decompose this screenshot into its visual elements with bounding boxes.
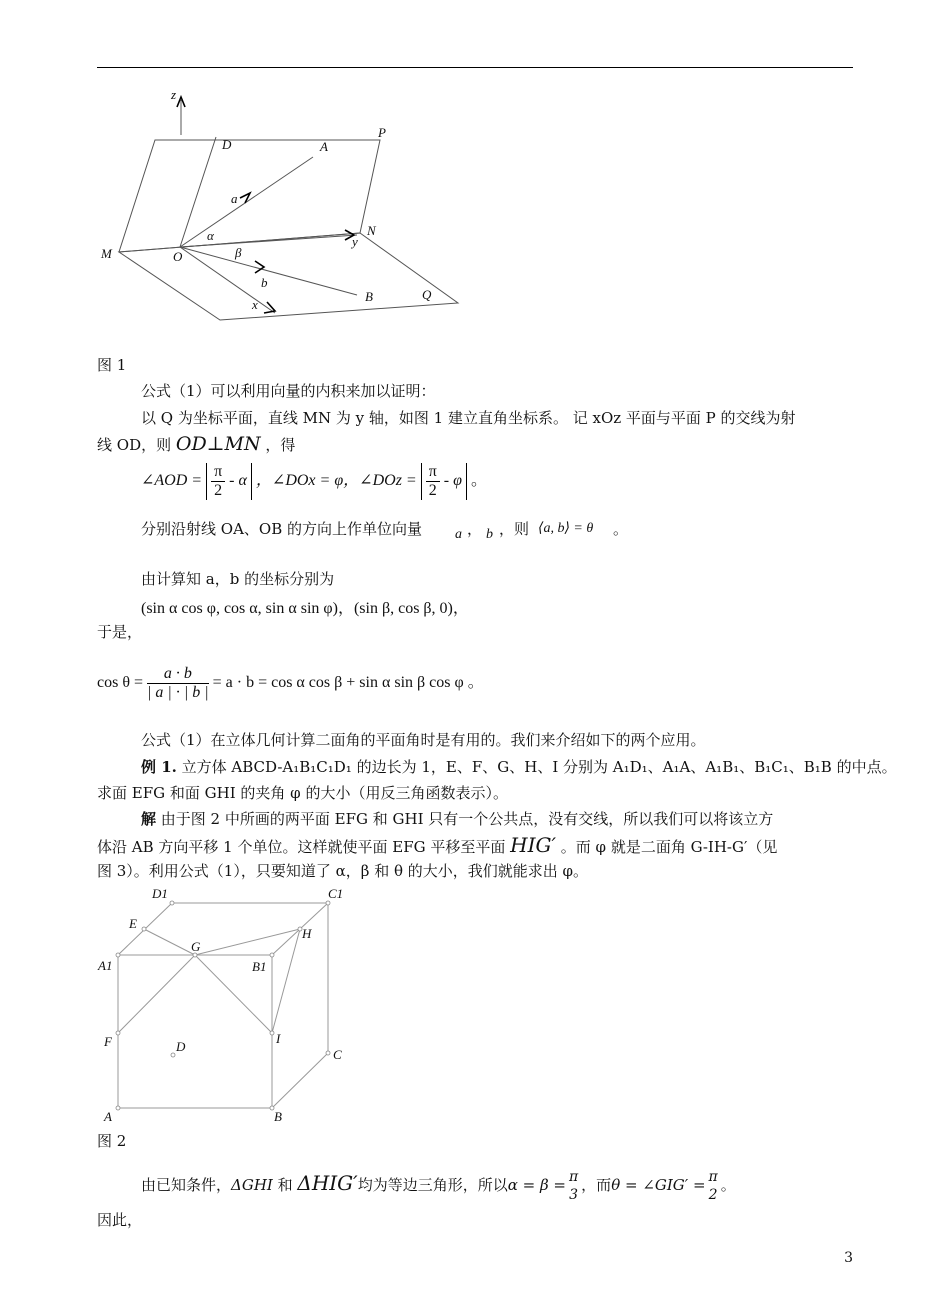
frac-den: 3 [569, 1187, 579, 1203]
para-6b: 均为等边三角形，所以 [357, 1176, 508, 1194]
triangle-ghi: ΔGHI [231, 1176, 273, 1194]
minus-alpha: - α [229, 472, 247, 490]
abs-phi [421, 463, 467, 500]
ray-oa [180, 157, 313, 247]
label-a-point: A [320, 139, 328, 154]
plane-hig: HIG′ [510, 833, 556, 857]
para-3 [141, 519, 422, 539]
cos-end: 。 [467, 674, 484, 692]
example-1b: 求面 EFG 和面 GHI 的夹角 φ 的大小（用反三角函数表示）。 [97, 784, 508, 802]
label-beta: β [235, 245, 242, 260]
x-arrow-icon [264, 302, 275, 313]
vec-b-label: b [486, 527, 493, 542]
para-2b-text: 线 OD，则 [97, 436, 172, 454]
label-f: F [104, 1034, 112, 1049]
fig1-caption: 图 1 [97, 356, 127, 374]
para-5: 公式（1）在立体几何计算二面角的平面角时是有用的。我们来介绍如下的两个应用。 [141, 731, 706, 749]
solution-text-b1: 体沿 AB 方向平移 1 个单位。这样就使平面 EFG 平移至平面 [97, 838, 506, 856]
label-o: O [173, 249, 183, 264]
eq-end: 。 [470, 472, 487, 490]
solution-text-b2: 。而 φ 就是二面角 G-IH-G′（见 [560, 838, 778, 856]
frac-pi-3 [566, 1168, 581, 1204]
label-c: C [333, 1047, 342, 1062]
para-2a: 以 Q 为坐标平面，直线 MN 为 y 轴，如图 1 建立直角坐标系。 记 xOz 平面与平面 P 的交线为射 [141, 409, 796, 427]
solution-c: 图 3）。利用公式（1），只要知道了 α，β 和 θ 的大小，我们就能求出 φ。 [97, 862, 589, 880]
yushi: 于是， [97, 623, 143, 641]
para-3c: ，则 [499, 520, 530, 538]
minus-phi: - φ [443, 472, 462, 490]
page-number: 3 [844, 1250, 853, 1266]
cos-lhs: cos θ = [97, 674, 144, 692]
frac-den: 2 [214, 482, 223, 499]
eq-dox: ，∠DOx = φ，∠DOz = [255, 472, 417, 490]
header-rule [97, 67, 853, 68]
para-4: 由计算知 a，b 的坐标分别为 [141, 570, 335, 588]
label-b: B [274, 1109, 282, 1124]
frac-pi-2-c [706, 1168, 721, 1204]
example-text-a: 立方体 ABCD-A₁B₁C₁D₁ 的边长为 1，E、F、G、H、I 分别为 A₁D₁、A₁A、A₁B₁、B₁C₁、B₁B 的中点。 [176, 758, 897, 776]
label-alpha: α [207, 228, 214, 243]
cos-rhs: = a · b = cos α cos β + sin α sin β cos φ [212, 674, 464, 692]
label-e: E [129, 916, 137, 931]
eq-angles [141, 463, 487, 500]
label-b1: B1 [252, 959, 267, 974]
yinci: 因此， [97, 1211, 143, 1229]
inner-product: ⟨a, b⟩ = θ [538, 521, 594, 536]
er: ，而 [581, 1176, 612, 1194]
label-n: N [367, 223, 376, 238]
label-g: G [191, 939, 201, 954]
label-x: x [252, 297, 258, 312]
cos-frac [147, 665, 209, 702]
period-1: 。 [613, 520, 629, 538]
para-2b [97, 434, 295, 455]
frac-pi-2-a [211, 463, 225, 500]
label-m: M [101, 246, 112, 261]
he: 和 [272, 1176, 298, 1194]
coords: (sin α cos φ, cos α, sin α sin φ)，(sin β, cos β, 0)， [141, 600, 469, 617]
de-text: ，得 [265, 436, 296, 454]
ray-ob [180, 247, 357, 295]
frac-num: π [708, 1169, 718, 1185]
label-h: H [302, 926, 312, 941]
label-d1: D1 [152, 886, 168, 901]
label-q: Q [422, 287, 432, 302]
label-c1: C1 [328, 886, 344, 901]
vec-a-label: a [455, 527, 462, 542]
label-d: D [222, 137, 232, 152]
solution-text-a: 由于图 2 中所画的两平面 EFG 和 GHI 只有一个公共点，没有交线，所以我们可以将该立方 [156, 810, 774, 828]
frac-num: π [568, 1169, 579, 1185]
cos-den: | a | · | b | [147, 684, 209, 701]
figure-2 [95, 883, 355, 1128]
label-a1: A1 [98, 958, 113, 973]
frac-den: 2 [428, 482, 437, 499]
solution-a [141, 809, 773, 829]
triangle-hig: ΔHIG′ [297, 1171, 358, 1195]
label-y: y [352, 234, 358, 249]
label-b-vec: b [261, 275, 268, 290]
label-b-point: B [365, 289, 373, 304]
solution-label: 解 [141, 810, 157, 828]
para-6a: 由已知条件， [141, 1176, 232, 1194]
example-label: 例 1. [141, 758, 177, 776]
example-1a [141, 757, 897, 777]
frac-den: 2 [708, 1187, 718, 1203]
eq-cos [97, 665, 484, 702]
label-i: I [276, 1031, 281, 1046]
cos-num: a · b [147, 665, 209, 684]
label-a-vec: a [231, 191, 238, 206]
para-1: 公式（1）可以利用向量的内积来加以证明： [141, 382, 436, 400]
label-z: z [171, 87, 177, 102]
label-a: A [104, 1109, 112, 1124]
alpha-beta-eq: α = β = [507, 1176, 566, 1194]
comma-1: ， [467, 520, 483, 538]
a-arrow-icon [240, 193, 250, 203]
frac-num: π [211, 463, 225, 482]
label-d: D [176, 1039, 186, 1054]
eq-aod: ∠AOD = [141, 472, 203, 490]
fig2-caption: 图 2 [97, 1132, 127, 1150]
label-p: P [378, 125, 386, 140]
solution-b [97, 835, 777, 857]
b-arrow-icon [255, 261, 264, 273]
para-3-text: 分别沿射线 OA、OB 的方向上作单位向量 [141, 520, 422, 538]
theta-eq: θ = ∠GIG′ = [611, 1176, 706, 1194]
frac-num: π [426, 463, 440, 482]
plane-p [119, 140, 380, 252]
period-2: 。 [720, 1176, 736, 1194]
abs-alpha [206, 463, 252, 500]
od-perp-mn: OD⊥MN [175, 433, 261, 455]
figure-1 [95, 85, 475, 330]
frac-pi-2-b [426, 463, 440, 500]
para-6 [141, 1168, 736, 1204]
